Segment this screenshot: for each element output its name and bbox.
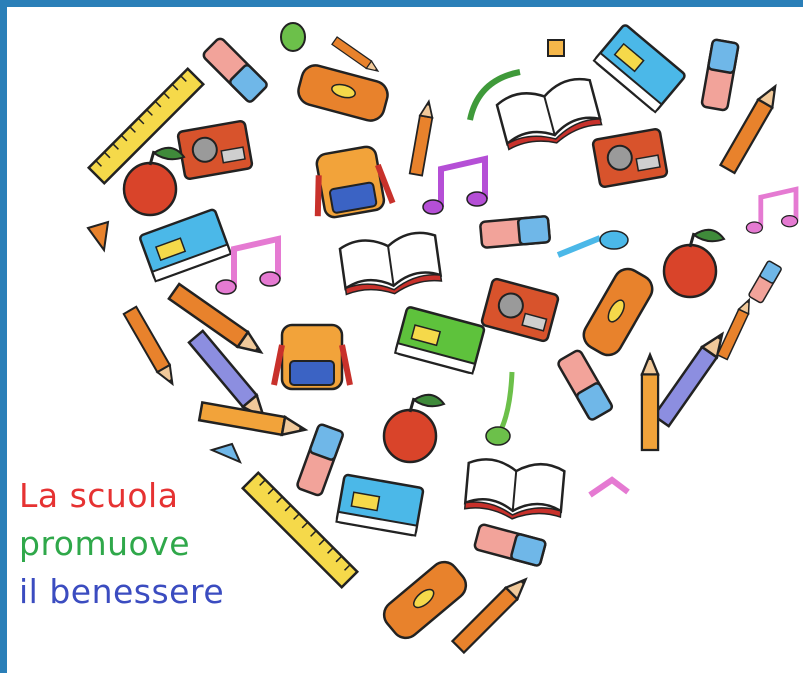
caption-line-3: il benessere — [19, 572, 225, 611]
caption — [19, 472, 224, 616]
caption-line-2: promuove — [19, 524, 191, 563]
caption-line-1: La scuola — [19, 476, 179, 515]
image-canvas — [7, 7, 803, 673]
